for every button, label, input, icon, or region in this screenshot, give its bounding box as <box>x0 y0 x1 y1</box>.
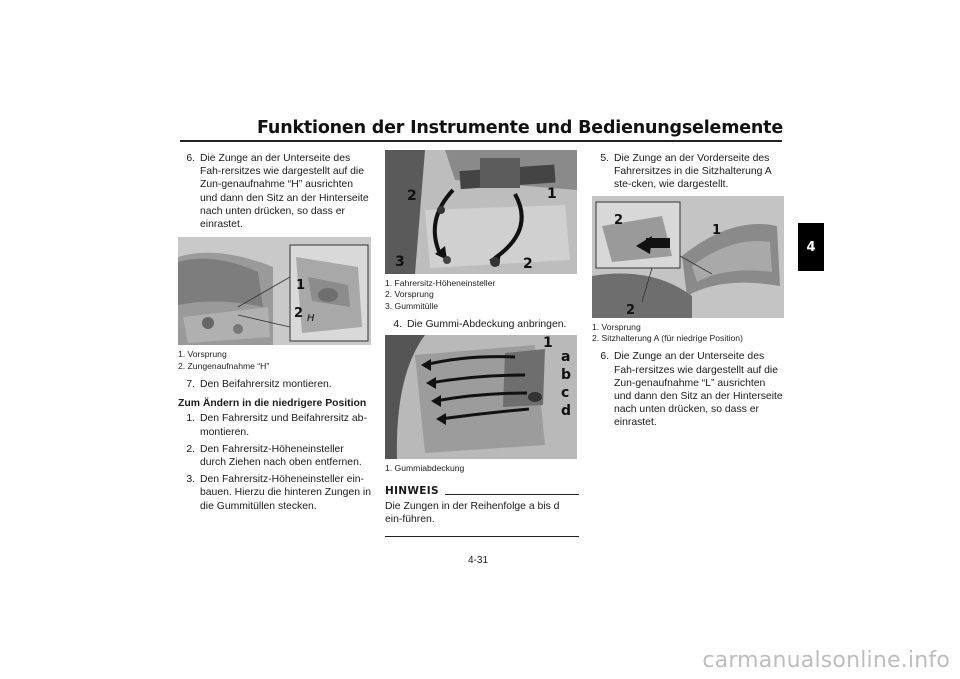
page-title: Funktionen der Instrumente und Bedienungselemente <box>257 118 783 138</box>
figure-caption: 1. Gummiabdeckung <box>385 463 465 474</box>
svg-text:d: d <box>561 403 572 420</box>
step-item: 2. Den Fahrersitz-Höheneinsteller durch Ziehen nach oben entfernen. <box>186 443 362 469</box>
step-text: Die Zunge an der Unterseite des Fah-rersitzes wie dargestellt auf die Zun-genaufnahme “H” ausrichten und dann den Sitz an der Hinterseite nach unten drücken, so dass er einrastet. <box>200 153 369 231</box>
figure-caption: 1. Vorsprung 2. Zungenaufnahme “H” <box>178 349 270 371</box>
figure-illustration <box>592 196 784 318</box>
svg-text:2: 2 <box>523 256 533 272</box>
chapter-tab: 4 <box>798 223 824 271</box>
step-number: 6. <box>186 153 195 164</box>
step-number: 7. <box>186 379 195 391</box>
svg-text:1: 1 <box>547 186 557 202</box>
figure-rubber-cover <box>385 335 577 459</box>
step-item: 1. Den Fahrersitz und Beifahrersitz ab-montieren. <box>186 413 367 438</box>
svg-text:c: c <box>561 385 570 402</box>
figure-caption: 1. Vorsprung 2. Sitzhalterung A (für niedrige Position) <box>592 321 743 344</box>
note-box <box>385 485 579 538</box>
section-heading: Zum Ändern in die niedrigere Position <box>178 398 367 410</box>
svg-text:1: 1 <box>543 335 553 352</box>
figure-caption: 1. Fahrersitz-Höheneinsteller 2. Vorsprung 3. Gummitülle <box>385 278 496 311</box>
column-left <box>178 152 372 517</box>
column-right <box>592 152 784 434</box>
step-item: 4. Die Gummi-Abdeckung anbringen. <box>393 319 567 331</box>
figure-seat-height-adjuster <box>385 150 577 274</box>
step-item <box>178 378 372 391</box>
svg-text:1: 1 <box>712 222 722 238</box>
watermark: carmanualsonline.info <box>702 648 950 673</box>
note-text: Die Zungen in der Reihenfolge a bis d ein-führen. <box>385 501 560 526</box>
column-middle <box>385 152 579 537</box>
note-rule <box>445 494 579 495</box>
svg-text:2: 2 <box>614 212 624 228</box>
svg-text:2: 2 <box>407 188 417 204</box>
step-item <box>178 152 372 231</box>
header-rule <box>180 140 782 142</box>
figure-illustration <box>385 150 577 274</box>
svg-text:3: 3 <box>395 254 405 270</box>
svg-text:H: H <box>307 313 315 325</box>
step-item: 6. Die Zunge an der Unterseite des Fah-rersitzes wie dargestellt auf die Zun-genaufnahme “L” ausrichten und dann den Sitz an der Hinterseite nach unten drücken, so dass er einrastet. <box>600 351 783 429</box>
step-item: 5. Die Zunge an der Vorderseite des Fahrersitzes in die Sitzhalterung A ste-cken, wie dargestellt. <box>600 153 772 191</box>
figure-illustration <box>385 335 577 459</box>
svg-text:a: a <box>561 349 571 366</box>
figure-seat-bracket-a <box>592 196 784 318</box>
svg-text:1: 1 <box>296 278 306 294</box>
svg-text:2: 2 <box>626 302 636 318</box>
note-title: HINWEIS <box>385 484 439 497</box>
svg-text:b: b <box>561 367 572 384</box>
svg-text:2: 2 <box>294 306 304 322</box>
step-item: 3. Den Fahrersitz-Höheneinsteller ein-bauen. Hierzu die hinteren Zungen in die Gummitüllen stecken. <box>186 474 371 512</box>
figure-illustration <box>178 237 371 345</box>
figure-seat-tongue-h <box>178 237 371 345</box>
page-number: 4-31 <box>468 555 489 566</box>
step-text: Den Beifahrersitz montieren. <box>200 379 332 391</box>
note-bottom-rule <box>385 536 579 537</box>
